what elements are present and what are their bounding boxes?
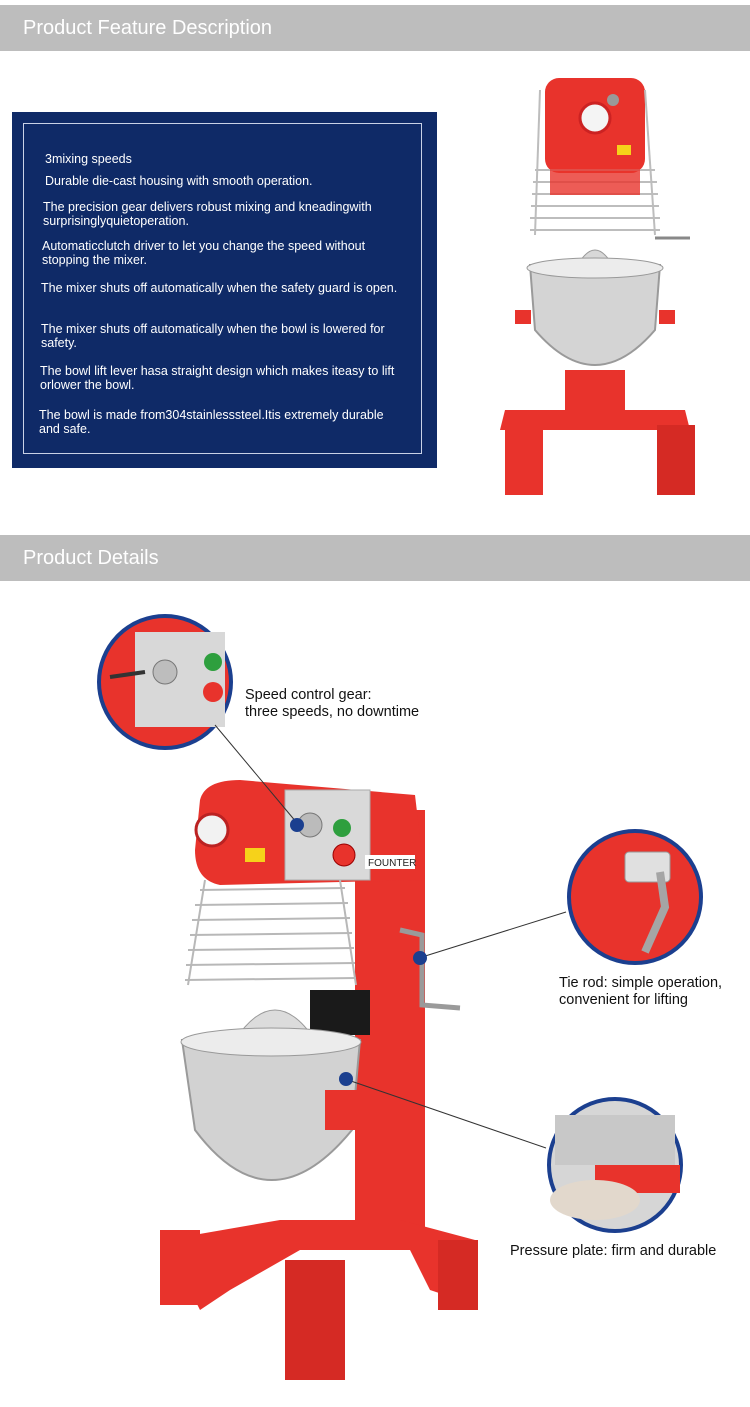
marker-dot xyxy=(339,1072,353,1086)
section-header-feature: Product Feature Description xyxy=(0,5,750,51)
feature-item: The precision gear delivers robust mixing and kneadingwith surprisinglyquietoperation. xyxy=(43,200,372,228)
callout-pressure-plate xyxy=(510,1243,716,1260)
callout-speed-line1: Speed control gear: xyxy=(245,687,372,703)
brand-label: FOUNTER xyxy=(368,858,417,869)
feature-item: The bowl is made from304stainlesssteel.Itis extremely durable and safe. xyxy=(39,408,384,436)
callout-speed-gear xyxy=(245,687,419,721)
callout-pressure-line: Pressure plate: firm and durable xyxy=(510,1243,717,1259)
feature-item: The bowl lift lever hasa straight design which makes iteasy to lift orlower the bowl. xyxy=(40,364,395,392)
callout-tie-rod xyxy=(559,975,722,1009)
marker-dot xyxy=(290,818,304,832)
feature-item: Automaticclutch driver to let you change the speed without stopping the mixer. xyxy=(42,239,366,267)
feature-item: Durable die-cast housing with smooth operation. xyxy=(45,174,313,188)
feature-item: 3mixing speeds xyxy=(45,152,132,166)
feature-item: The mixer shuts off automatically when the bowl is lowered for safety. xyxy=(41,322,385,350)
feature-item: The mixer shuts off automatically when the safety guard is open. xyxy=(41,281,398,295)
callout-tierod-line1: Tie rod: simple operation, xyxy=(559,975,723,991)
section-header-details: Product Details xyxy=(0,535,750,581)
callout-speed-line2: three speeds, no downtime xyxy=(245,704,420,720)
callout-tierod-line2: convenient for lifting xyxy=(559,992,688,1008)
marker-dot xyxy=(413,951,427,965)
